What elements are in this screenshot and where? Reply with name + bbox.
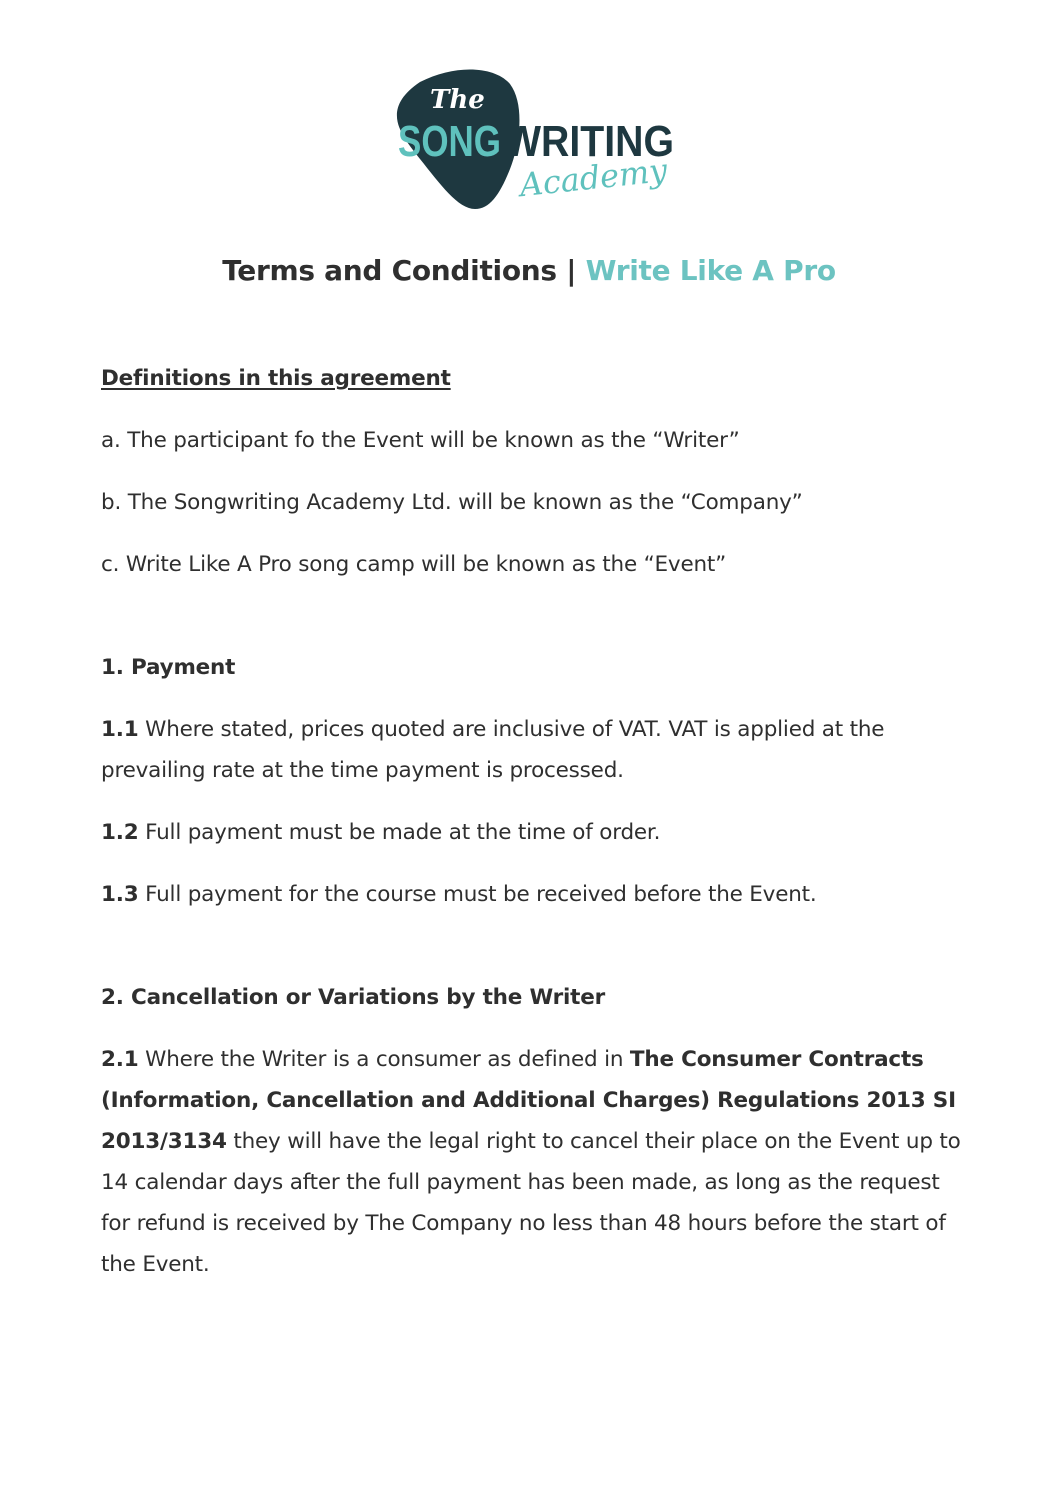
clause-text: Where the Writer is a consumer as defined in bbox=[138, 1047, 630, 1072]
title-main: Terms and Conditions bbox=[222, 254, 557, 287]
clause-1-3 bbox=[101, 874, 961, 915]
clause-2-1 bbox=[101, 1039, 961, 1285]
clause-number: 1.1 bbox=[101, 717, 139, 742]
title-accent: Write Like A Pro bbox=[585, 254, 836, 287]
section-heading-payment: 1. Payment bbox=[101, 655, 236, 680]
clause-1-1 bbox=[101, 709, 961, 791]
page-title bbox=[0, 254, 1058, 287]
logo-writing: WRITING bbox=[504, 117, 674, 166]
logo-academy: Academy bbox=[517, 150, 669, 205]
clause-text: they will have the legal right to cancel their place on the Event up to 14 calendar days after the full payment has been made, as long as the request for refund is received by The Company no less than 48 hours before the start of the Event. bbox=[101, 1129, 961, 1277]
section-heading-cancellation: 2. Cancellation or Variations by the Writer bbox=[101, 985, 606, 1010]
definitions-heading: Definitions in this agreement bbox=[101, 366, 451, 391]
logo-the: The bbox=[430, 85, 485, 115]
definition-item: c. Write Like A Pro song camp will be known as the “Event” bbox=[101, 552, 727, 577]
definition-item: a. The participant fo the Event will be known as the “Writer” bbox=[101, 428, 740, 453]
title-separator: | bbox=[566, 254, 577, 287]
clause-text: Full payment for the course must be received before the Event. bbox=[138, 882, 817, 907]
logo-song: SONG bbox=[398, 117, 501, 166]
document-body bbox=[101, 358, 961, 1285]
clause-number: 1.2 bbox=[101, 820, 139, 845]
clause-text: Where stated, prices quoted are inclusive of VAT. VAT is applied at the prevailing rate at the time payment is processed. bbox=[101, 717, 885, 783]
regulation-name: The Consumer Contracts (Information, Cancellation and Additional Charges) Regulations 2013 SI 2013/3134 bbox=[101, 1047, 956, 1154]
clause-1-2 bbox=[101, 812, 961, 853]
clause-number: 2.1 bbox=[101, 1047, 139, 1072]
clause-number: 1.3 bbox=[101, 882, 139, 907]
guitar-pick-logo bbox=[380, 64, 680, 214]
clause-text: Full payment must be made at the time of order. bbox=[138, 820, 661, 845]
definition-item: b. The Songwriting Academy Ltd. will be known as the “Company” bbox=[101, 490, 803, 515]
